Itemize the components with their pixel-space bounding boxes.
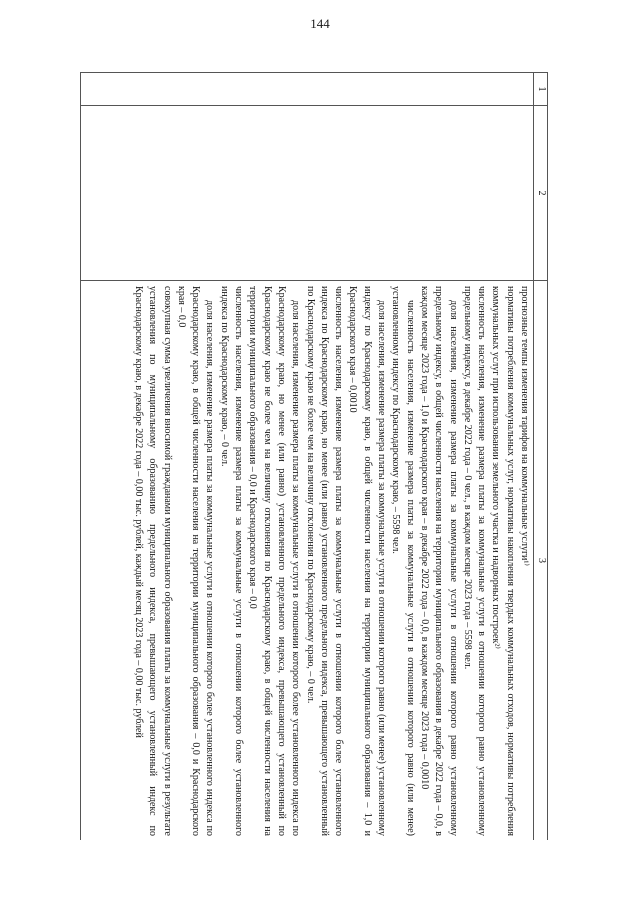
paragraph-consumption-norms: нормативы потребления коммунальных услуг, нормативы накопления твердых коммунальных отходов, нормативы потребления коммунальных услуг при использовании земельного участка и надворных построек²⁾ xyxy=(490,286,516,836)
paragraph-total-payment-increase: совокупная сумма увеличения вносимой гражданами муниципального образования платы за коммунальные услуги в результате установления по муниципальному образованию предельного индекса, превышающего установленный индекс по Краснодарскому краю, в декабре 2022 года – 0,00 тыс. рублей, каждый месяц 2023 года – 0,00 тыс. рублей xyxy=(132,286,173,836)
paragraph-population-above-index-within-deviation: численность населения, изменение размера платы за коммунальные услуги в отношении которого более установленного индекса по Краснодарскому краю, но менее (или равно) установленного предельного индекса, превышающего установленный по Краснодарскому краю не более чем на величину отклонения по Краснодарскому краю, – 0 чел. xyxy=(304,286,345,836)
table-cell-col-2 xyxy=(81,106,534,281)
table-row xyxy=(81,73,534,841)
paragraph-share-equal-limit: доля населения, изменение размера платы за коммунальные услуги в отношении которого равно установленному предельному индексу, в общей численности населения на территории муниципального образования в декабре 2022 года – 0,0, в каждом месяце 2023 года – 1,0 и Краснодарского края – в декабре 2022 года – 0,0, в каждом месяце 2023 года – 0,0010 xyxy=(418,286,459,836)
table-header-col-3: 3 xyxy=(534,281,548,841)
table-cell-col-1 xyxy=(81,73,534,106)
table-header-col-1: 1 xyxy=(534,73,548,106)
rotated-table-frame xyxy=(80,72,548,840)
document-table xyxy=(80,72,548,840)
paragraph-share-equal-or-less-index: доля населения, изменение размера платы за коммунальные услуги в отношении которого равно (или менее) установленному индексу по Краснодарскому краю, в общей численности населения на территории муниципального образования – 1,0 и Краснодарского края – 0,0010 xyxy=(347,286,388,836)
page-number: 144 xyxy=(310,16,330,31)
table-cell-col-3 xyxy=(81,281,534,841)
paragraph-share-above-index: доля населения, изменение размера платы за коммунальные услуги в отношении которого более установленного индекса по Краснодарскому краю, в общей численности населения на территории муниципального образования – 0,0 и Краснодарского края – 0,0 xyxy=(175,286,216,836)
table-container xyxy=(80,72,548,840)
paragraph-tariff-rates: прогнозные темпы изменения тарифов на коммунальные услуги¹⁾ xyxy=(519,286,530,566)
table-header-col-2: 2 xyxy=(534,106,548,281)
paragraph-share-above-index-within-deviation: доля населения, изменение размера платы за коммунальные услуги в отношении которого более установленного индекса по Краснодарскому краю, но менее (или равно) установленного предельного индекса, превышающего установленный по Краснодарскому краю не более чем на величину отклонения по Краснодарскому краю, в общей численности населения на территории муниципального образования – 0,0 и Краснодарского края – 0,0 xyxy=(247,286,302,836)
paragraph-population-equal-or-less-index: численность населения, изменение размера платы за коммунальные услуги в отношении которого равно (или менее) установленному индексу по Краснодарскому краю, – 5598 чел. xyxy=(390,286,416,836)
paragraph-population-equal-limit: численность населения, изменение размера платы за коммунальные услуги в отношении которого равно установленному предельному индексу, в декабре 2022 года – 0 чел., в каждом месяце 2023 года – 5598 чел. xyxy=(461,286,488,836)
cell-text-block xyxy=(131,281,533,840)
table-header-row xyxy=(534,73,548,841)
paragraph-population-above-index: численность населения, изменение размера платы за коммунальные услуги в отношении которого более установленного индекса по Краснодарскому краю, – 0 чел. xyxy=(218,286,245,836)
